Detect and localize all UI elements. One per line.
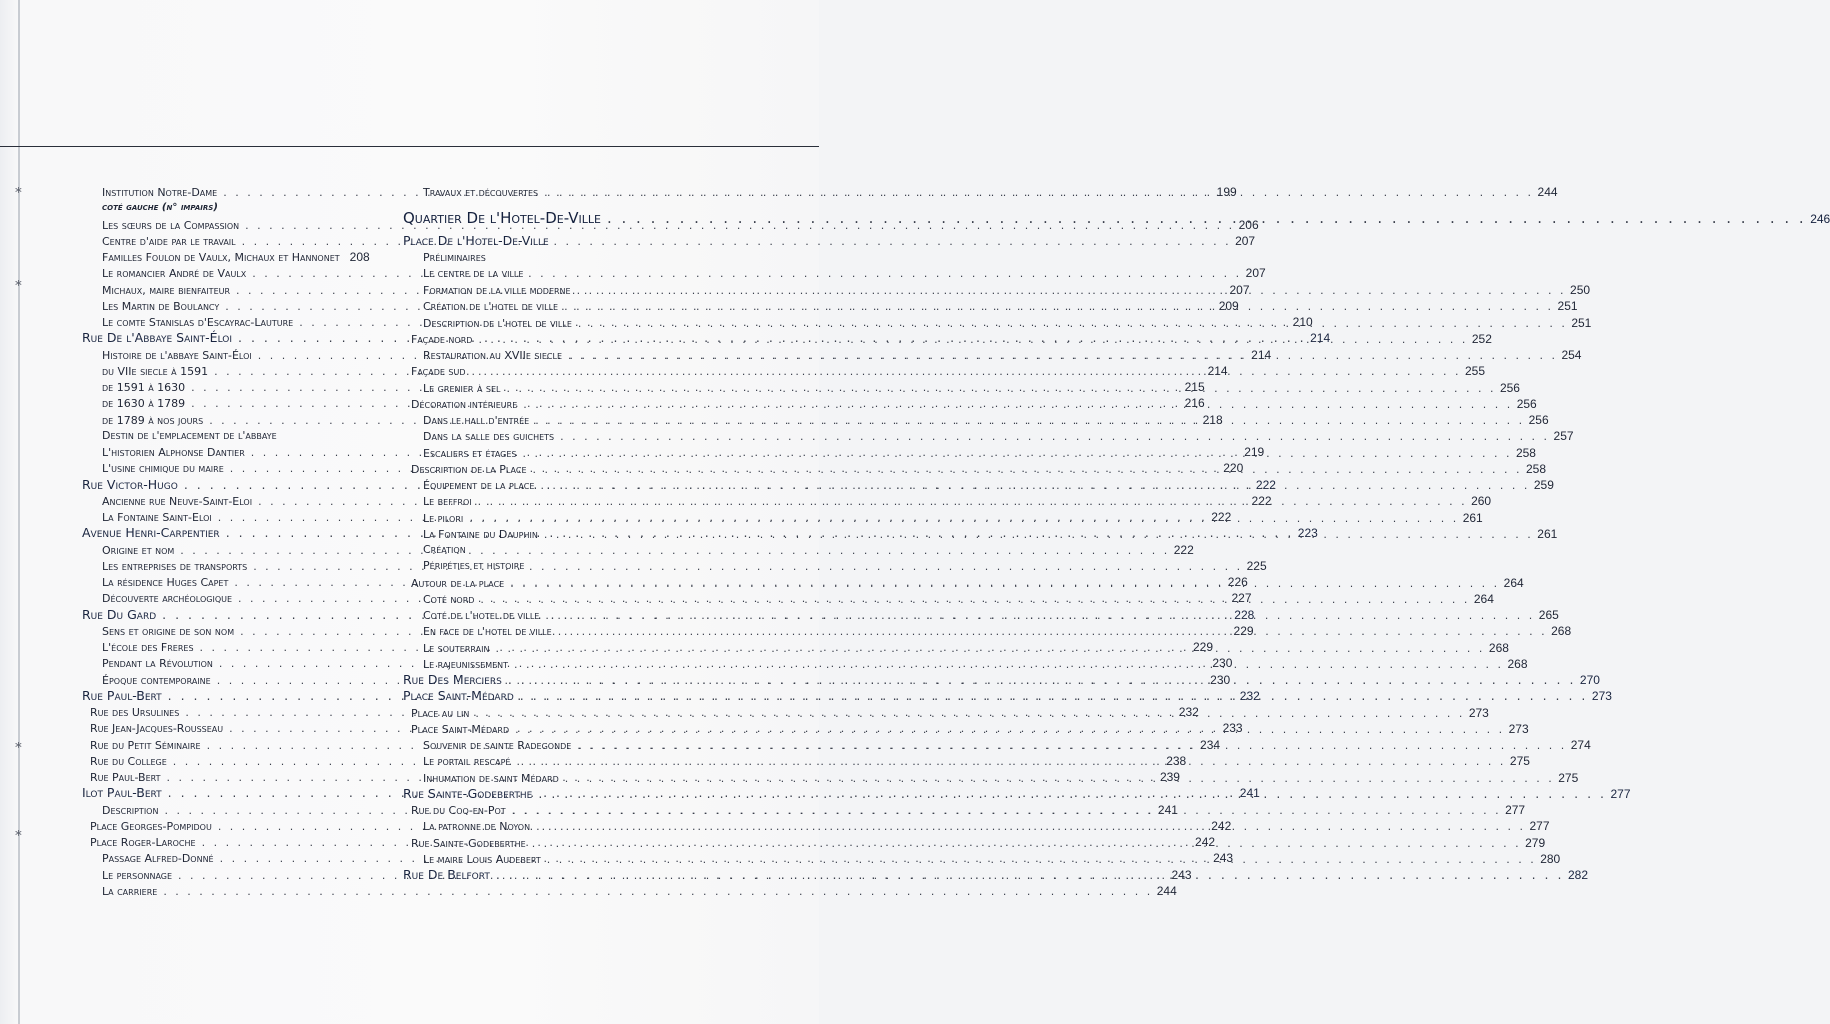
toc-page-number: 256 <box>1516 396 1537 411</box>
toc-entry <box>82 428 366 444</box>
dot-leader <box>545 608 1534 624</box>
toc-entry-title: Création <box>423 543 466 556</box>
toc-entry-title: Façade nord <box>411 332 473 346</box>
toc-entry-title: Le centre de la ville <box>423 266 524 280</box>
header-rule <box>0 146 819 147</box>
binding-mark: ∗ <box>14 183 23 198</box>
toc-page-number: 232 <box>1239 688 1260 703</box>
toc-entry-title: Ancienne rue Neuve-Saint-Eloi <box>102 494 253 508</box>
toc-entry <box>403 428 1574 444</box>
toc-page-number: 210 <box>1292 315 1313 329</box>
dot-leader <box>478 494 1467 510</box>
toc-page-number: 241 <box>1157 802 1178 817</box>
toc-entry-title: Histoire de l'abbaye Saint-Éloi <box>102 348 252 362</box>
dot-leader <box>163 884 1152 900</box>
binding-mark: ∗ <box>14 738 23 753</box>
toc-entry-title: Origine et nom <box>102 543 175 557</box>
toc-page-number: 264 <box>1503 575 1524 590</box>
dot-leader <box>577 738 1566 754</box>
toc-entry-title: Quartier De l'Hotel-De-Ville <box>403 209 601 228</box>
toc-entry-title: Époque contemporaine <box>102 673 211 687</box>
dot-leader <box>523 397 1512 413</box>
toc-page-number: 239 <box>1159 770 1180 784</box>
toc-entry-title: Les sœurs de la Compassion <box>102 218 240 232</box>
toc-page-number: 241 <box>1239 786 1260 801</box>
toc-entry-title: Rue du Petit Séminaire <box>90 738 201 752</box>
toc-page-number: 242 <box>1211 818 1232 833</box>
toc-entry-title: Péripéties et histoire <box>423 559 525 573</box>
dot-leader <box>565 771 1554 787</box>
toc-page-number: 246 <box>1810 212 1830 227</box>
dot-leader <box>510 576 1499 592</box>
toc-page-number: 215 <box>1184 380 1205 394</box>
toc-entry-title: Place Saint-Médard <box>403 688 514 704</box>
toc-entry-title: Place Roger-Laroche <box>90 836 196 849</box>
dot-leader <box>607 206 1806 230</box>
toc-entry-title: Pendant la Révolution <box>102 657 213 671</box>
toc-page-number: 207 <box>1245 266 1266 281</box>
toc-page-number: 279 <box>1525 835 1546 850</box>
toc-page-number: 261 <box>1462 510 1483 525</box>
toc-page-number: 268 <box>1551 624 1572 639</box>
dot-leader <box>536 819 1525 835</box>
toc-entry-title: Le comte Stanislas d'Escayrac-Lauture <box>102 316 294 329</box>
toc-page-number: 214 <box>1310 331 1331 346</box>
toc-page-number: 261 <box>1537 526 1558 541</box>
toc-entry-title: Escaliers et étages <box>423 446 517 460</box>
toc-page-number: 229 <box>1192 640 1213 654</box>
dot-leader <box>480 592 1469 608</box>
toc-entry-title: Description de l'hotel de ville <box>423 316 572 330</box>
dot-leader <box>533 462 1522 478</box>
toc-page-number: 282 <box>1567 868 1588 882</box>
toc-entry-title: Rue Jean-Jacques-Rousseau <box>90 722 224 736</box>
dot-leader <box>564 299 1553 315</box>
dot-leader <box>568 348 1557 364</box>
toc-page-number: 214 <box>1251 347 1272 362</box>
toc-entry <box>403 542 688 558</box>
dot-leader <box>478 332 1467 348</box>
toc-entry <box>403 266 688 282</box>
toc-page-number: 230 <box>1210 672 1231 687</box>
dot-leader <box>538 786 1606 802</box>
toc-entry-title: Découverte archéologique <box>102 592 233 606</box>
dot-leader <box>540 478 1529 494</box>
dot-leader <box>544 185 1533 201</box>
toc-entry-title: Michaux, maire bienfaiteur <box>102 283 231 297</box>
toc-page-number: 230 <box>1212 656 1233 671</box>
toc-entry-title: Le rajeunissement <box>423 657 509 671</box>
toc-entry-title: Décoration intérieure <box>411 397 518 411</box>
dot-leader <box>253 559 1242 575</box>
toc-entry-title: Rue Victor-Hugo <box>82 476 178 492</box>
toc-entry-title: Autour de la place <box>411 576 505 590</box>
toc-page-number: 251 <box>1557 299 1578 314</box>
toc-page-number: 222 <box>1251 493 1272 508</box>
toc-entry <box>82 200 366 216</box>
toc-entry-title: Rue Paul-Bert <box>82 687 162 703</box>
toc-entry-title: Équipement de la place <box>423 479 535 492</box>
toc-entry-title: Place De l'Hotel-De-Ville <box>403 233 549 249</box>
toc-entry-title: En face de l'hotel de ville <box>423 625 552 639</box>
toc-page-number: 250 <box>1570 283 1591 297</box>
toc-page-number: 256 <box>1499 380 1520 395</box>
dot-leader <box>560 429 1549 445</box>
toc-entry-title: Rue Sainte-Godeberthe <box>411 836 526 850</box>
dot-leader <box>523 446 1512 462</box>
toc-page-number: 259 <box>1533 478 1554 492</box>
toc-page-number: 277 <box>1505 803 1526 817</box>
toc-entry <box>82 883 1177 899</box>
toc-entry-title: L'historien Alphonse Dantier <box>102 446 245 459</box>
toc-page-number: 242 <box>1195 835 1216 849</box>
toc-entry-title: Passage Alfred-Donné <box>102 852 214 866</box>
dot-leader <box>508 672 1576 688</box>
toc-entry-title: de 1789 à nos jours <box>102 413 204 427</box>
toc-entry-title: Rue des Ursulines <box>90 706 180 719</box>
toc-page-number: 264 <box>1473 591 1494 606</box>
toc-page-number: 273 <box>1508 721 1529 736</box>
toc-entry-title: La Fontaine Saint-Eloi <box>102 511 212 524</box>
toc-page-number: 258 <box>1525 461 1546 476</box>
toc-page-number: 244 <box>1156 883 1177 898</box>
toc-entry-title: Les Martin de Boulancy <box>102 299 220 313</box>
toc-page-number: 232 <box>1178 705 1199 719</box>
toc-page-number: 207 <box>1235 233 1256 248</box>
toc-entry-title: Centre d'aide par le travail <box>102 234 236 248</box>
toc-entry-title: Souvenir de sainte Radegonde <box>423 739 572 752</box>
toc-entry-title: Le maire Louis Audebert <box>423 852 541 866</box>
dot-leader <box>544 527 1533 543</box>
page-binding <box>18 0 20 1024</box>
toc-entry-title: Façade sud <box>411 365 466 379</box>
toc-entry-title: La carriere <box>102 884 158 898</box>
toc-page-number: 228 <box>1234 607 1255 622</box>
dot-leader <box>252 266 1241 282</box>
toc-entry <box>403 558 688 574</box>
toc-entry-title: Description <box>102 803 159 817</box>
toc-page-number: 243 <box>1171 867 1192 882</box>
dot-leader <box>495 641 1484 657</box>
dot-leader <box>469 511 1458 527</box>
toc-entry-title: Restauration au XVIIe siecle <box>423 349 562 362</box>
toc-entry-title: Rue Sainte-Godeberthe <box>403 785 533 801</box>
toc-page-number: 277 <box>1529 819 1550 834</box>
toc-page-number: 243 <box>1213 851 1234 866</box>
dot-leader <box>507 381 1496 397</box>
toc-page-number: 254 <box>1561 348 1582 362</box>
toc-page-number: 277 <box>1610 786 1631 801</box>
toc-entry-title: Le souterrain <box>423 641 490 655</box>
toc-entry-title: L'école des Freres <box>102 641 194 654</box>
toc-page-number: 244 <box>1537 185 1558 199</box>
dot-leader <box>577 283 1566 299</box>
toc-entry-title: Place Saint-Médard <box>411 722 510 736</box>
toc-page-number: 209 <box>1218 298 1239 313</box>
toc-page-number: 227 <box>1231 591 1252 606</box>
toc-page-number: 260 <box>1471 494 1492 509</box>
toc-page-number: 268 <box>1488 640 1509 655</box>
dot-leader <box>496 867 1564 883</box>
toc-entry-title: Place au lin <box>411 706 470 720</box>
toc-page-number: 214 <box>1207 363 1228 378</box>
toc-entry-title: Préliminaires <box>423 250 486 264</box>
toc-page-number: 218 <box>1202 412 1223 427</box>
dot-leader <box>516 754 1505 770</box>
toc-entry-title: du VIIe siecle à 1591 <box>102 364 209 378</box>
toc-page-number: 252 <box>1471 331 1492 346</box>
dot-leader <box>514 657 1503 673</box>
toc-entry-title: Rue De l'Abbaye Saint-Éloi <box>82 330 232 346</box>
toc-entry-title: Le pilori <box>423 511 464 525</box>
toc-page-number: 258 <box>1515 445 1536 460</box>
toc-page-number: 270 <box>1579 673 1600 687</box>
toc-page-number: 216 <box>1184 396 1205 411</box>
toc-page-number: 268 <box>1507 656 1528 671</box>
toc-page-number: 273 <box>1591 689 1612 704</box>
toc-page-number: 199 <box>1216 185 1237 199</box>
toc-entry-title: Coté de l'hotel de ville <box>423 609 540 622</box>
toc-page-number: 222 <box>1173 542 1194 557</box>
toc-entry-title: Rue du Coq-en-Pot <box>411 804 506 817</box>
toc-page-number: 273 <box>1468 705 1489 720</box>
toc-page-number: 251 <box>1571 315 1592 330</box>
toc-entry-title: Institution Notre-Dame <box>102 186 218 199</box>
binding-mark: ∗ <box>14 826 23 841</box>
toc-entry-title: Familles Foulon de Vaulx, Michaux et Hannonet <box>102 251 340 264</box>
toc-entry-title: Le romancier André de Vaulx <box>102 267 247 281</box>
toc-page-number: 274 <box>1570 738 1591 752</box>
toc-entry-title: Dans la salle des guichets <box>423 430 555 444</box>
dot-leader <box>515 722 1504 738</box>
dot-leader <box>532 836 1521 852</box>
binding-mark: ∗ <box>14 276 23 291</box>
toc-page-number: 233 <box>1222 721 1243 736</box>
toc-page-number: 220 <box>1223 461 1244 476</box>
toc-entry-title: Sens et origine de son nom <box>102 624 235 638</box>
toc-entry-title: de 1630 à 1789 <box>102 397 186 411</box>
toc-page-number: 257 <box>1553 429 1574 444</box>
toc-entry-title: Rue du College <box>90 754 167 768</box>
toc-entry-title: Les entreprises de transports <box>102 559 248 573</box>
toc-page-number: 238 <box>1166 753 1187 768</box>
dot-leader <box>535 413 1524 429</box>
dot-leader <box>558 624 1547 640</box>
toc-entry-title: Description de la Place <box>411 462 527 476</box>
toc-entry-title: Travaux et découvertes <box>423 186 539 199</box>
toc-entry-title: La résidence Huges Capet <box>102 576 229 589</box>
toc-entry-title: Rue De Belfort <box>403 867 490 882</box>
toc-entry-title: Rue Du Gard <box>82 606 157 622</box>
toc-entry-title: La Fontaine du Dauphin <box>423 527 538 541</box>
toc-entry-title: Rue Des Merciers <box>403 672 502 687</box>
toc-page-number: 234 <box>1200 737 1221 752</box>
toc-entry-title: coté gauche (n° impairs) <box>102 202 218 214</box>
toc-entry <box>82 249 370 265</box>
dot-leader <box>578 316 1567 332</box>
toc-entry-title: L'usine chimique du maire <box>102 462 224 476</box>
toc-page-number: 265 <box>1538 608 1559 622</box>
toc-entry-title: Le beffroi <box>423 495 472 509</box>
toc-entry-title: de 1591 à 1630 <box>102 381 186 394</box>
toc-page-number: 222 <box>1211 510 1232 524</box>
toc-page-number: 225 <box>1246 558 1267 573</box>
toc-entry <box>403 250 688 266</box>
dot-leader <box>520 688 1588 704</box>
toc-page-number: 208 <box>349 250 370 264</box>
toc-page-number: 275 <box>1558 770 1579 785</box>
toc-page-number: 256 <box>1528 413 1549 427</box>
toc-page-number: 226 <box>1227 575 1248 589</box>
toc-page-number: 223 <box>1297 526 1318 541</box>
toc-page-number: 229 <box>1233 623 1254 638</box>
dot-leader <box>472 364 1461 380</box>
toc-entry-title: La patronne de Noyon <box>423 820 531 834</box>
toc-entry-title: Coté nord <box>423 592 475 606</box>
toc-page-number: 222 <box>1255 477 1276 492</box>
toc-page-number: 206 <box>1238 217 1259 232</box>
toc-page-number: 280 <box>1540 851 1561 866</box>
toc-entry-title: Inhumation de saint Médard <box>423 771 559 785</box>
toc-page-number: 219 <box>1244 445 1265 459</box>
toc-entry-title: Création de l'hotel de ville <box>423 300 559 314</box>
toc-entry-title: Dans le hall d'entrée <box>423 414 530 427</box>
dot-leader <box>547 852 1536 868</box>
toc-entry-title: Place Georges-Pompidou <box>90 819 212 833</box>
toc-page-number: 275 <box>1509 754 1530 769</box>
toc-entry-title: Destin de l'emplacement de l'abbaye <box>102 428 277 442</box>
toc-section-heading <box>403 233 688 249</box>
toc-page-number: 207 <box>1229 282 1250 297</box>
toc-entry-title: Ilot Paul-Bert <box>82 785 162 801</box>
dot-leader <box>475 706 1464 722</box>
toc-page-number: 255 <box>1464 364 1485 379</box>
dot-leader <box>242 234 1231 250</box>
toc-entry-title: Le grenier à sel <box>423 381 501 395</box>
toc-entry-title: Rue Paul-Bert <box>90 771 161 784</box>
toc-entry-title: Le personnage <box>102 868 173 882</box>
toc-entry-title: Formation de la ville moderne <box>423 284 571 297</box>
dot-leader <box>512 803 1501 819</box>
toc-entry-title: Avenue Henri-Carpentier <box>82 525 220 541</box>
toc-entry-title: Le portail rescapé <box>423 755 511 769</box>
